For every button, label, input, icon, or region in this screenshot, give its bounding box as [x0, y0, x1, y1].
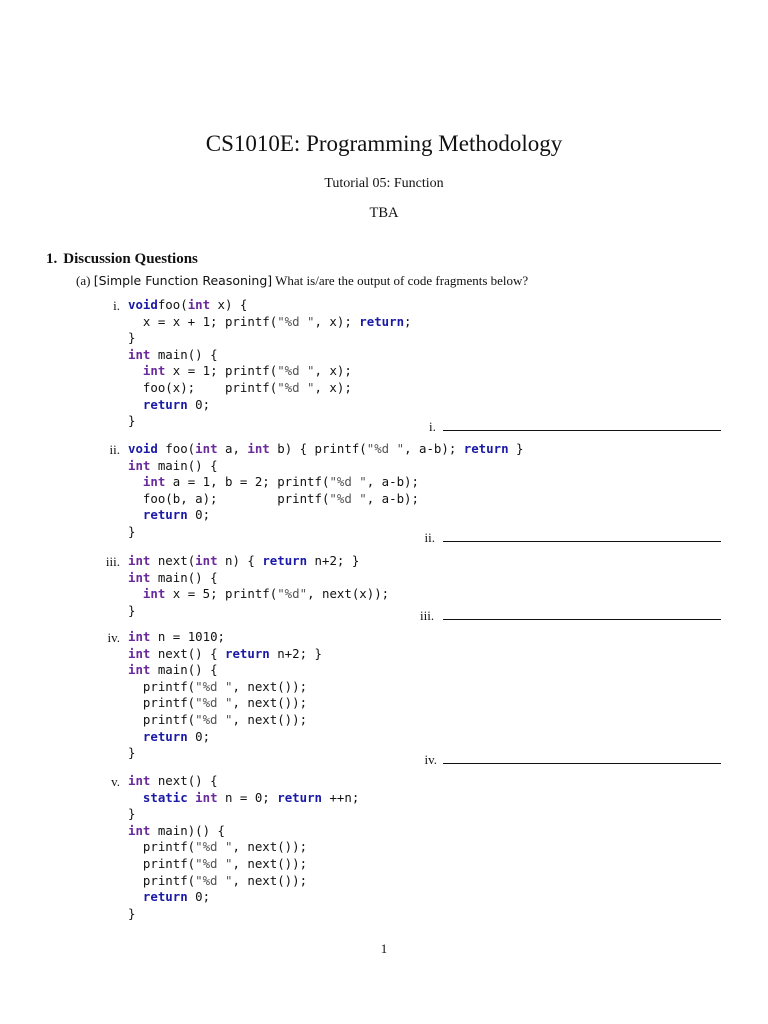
- code-block: [128, 441, 523, 541]
- document-subtitle: Tutorial 05: Function: [324, 176, 444, 191]
- code-text: , a-b);: [404, 441, 464, 456]
- code-line: [128, 330, 412, 347]
- code-line: [128, 873, 359, 890]
- code-text: ++n;: [322, 789, 360, 805]
- code-type: int: [195, 441, 218, 456]
- code-text: main() {: [150, 457, 218, 473]
- code-text: x = x + 1; printf(: [128, 313, 278, 329]
- code-line: [128, 712, 322, 729]
- code-block: [128, 773, 359, 922]
- code-text: foo(x); printf(: [128, 379, 278, 395]
- answer-label: ii.: [424, 530, 435, 545]
- code-text: [128, 889, 143, 904]
- subsection-heading: [76, 273, 528, 289]
- code-keyword: return: [262, 553, 308, 568]
- code-keyword: void: [128, 297, 158, 312]
- code-text: next() {: [150, 773, 218, 788]
- section-title: Discussion Questions: [63, 251, 198, 267]
- code-line: [128, 662, 322, 679]
- code-string: "%d ": [329, 490, 367, 506]
- code-type: int: [128, 629, 151, 644]
- question-label: ii.: [109, 442, 120, 457]
- question-label: v.: [111, 774, 120, 789]
- code-line: [128, 823, 359, 840]
- code-string: "%d": [277, 586, 308, 602]
- code-keyword: return: [142, 396, 188, 412]
- code-type: int: [128, 346, 151, 362]
- code-string: "%d ": [195, 711, 233, 727]
- code-text: n = 1010;: [150, 629, 225, 644]
- code-line: [128, 679, 322, 696]
- code-text: b) { printf(: [269, 441, 367, 456]
- code-keyword: return: [142, 728, 188, 744]
- subsection-topic: [Simple Function Reasoning]: [93, 273, 273, 288]
- code-line: [128, 397, 412, 414]
- code-keyword: return: [142, 507, 188, 523]
- code-text: [128, 790, 143, 805]
- answer-label: iii.: [420, 608, 435, 623]
- code-line: [128, 553, 389, 570]
- code-text: , next());: [232, 695, 308, 711]
- code-text: , x);: [314, 313, 360, 329]
- code-text: n = 0;: [217, 789, 278, 805]
- code-text: main() {: [150, 569, 218, 585]
- code-text: x = 1; printf(: [165, 363, 278, 379]
- code-type: int: [195, 553, 218, 568]
- code-line: [128, 646, 322, 663]
- code-line: [128, 889, 359, 906]
- code-text: n+2; }: [269, 645, 322, 661]
- question-label: i.: [113, 298, 120, 313]
- code-block: [128, 629, 322, 762]
- code-text: , a-b);: [366, 490, 419, 506]
- code-line: [128, 839, 359, 856]
- answer-label: i.: [429, 419, 436, 434]
- code-keyword: return: [225, 645, 270, 661]
- code-string: "%d ": [277, 313, 315, 329]
- code-line: [128, 441, 523, 458]
- code-type: int: [128, 553, 151, 568]
- code-text: , next());: [232, 855, 308, 871]
- code-text: , a-b);: [366, 474, 419, 490]
- code-text: foo(: [157, 297, 188, 312]
- code-line: [128, 729, 322, 746]
- code-line: [128, 906, 359, 923]
- code-line: [128, 790, 359, 807]
- code-type: int: [247, 441, 270, 456]
- subsection-prompt: What is/are the output of code fragments below?: [275, 273, 529, 288]
- code-keyword: return: [142, 889, 188, 905]
- code-type: int: [142, 363, 166, 379]
- code-text: }: [128, 330, 136, 346]
- code-text: main() {: [150, 346, 218, 362]
- answer-blank-line[interactable]: [443, 619, 721, 620]
- code-string: "%d ": [277, 379, 315, 395]
- code-text: a,: [217, 441, 248, 456]
- code-keyword: static: [142, 789, 188, 805]
- code-text: }: [128, 905, 136, 921]
- code-text: printf(: [128, 839, 196, 855]
- code-string: "%d ": [195, 839, 233, 855]
- code-line: [128, 363, 412, 380]
- code-type: int: [128, 662, 151, 678]
- code-line: [128, 347, 412, 364]
- code-line: [128, 695, 322, 712]
- code-line: [128, 458, 523, 475]
- code-line: [128, 413, 412, 430]
- code-text: }: [128, 413, 136, 429]
- code-type: int: [128, 773, 151, 788]
- subsection-label: (a): [76, 273, 91, 288]
- code-text: foo(: [157, 441, 196, 456]
- code-text: 0;: [187, 507, 211, 523]
- code-type: int: [128, 569, 151, 585]
- code-keyword: void: [128, 441, 158, 456]
- code-line: [128, 629, 322, 646]
- code-string: "%d ": [195, 695, 233, 711]
- page-number: 1: [380, 941, 388, 956]
- code-text: foo(b, a); printf(: [128, 490, 330, 506]
- code-string: "%d ": [195, 855, 233, 871]
- code-keyword: return: [463, 441, 509, 456]
- code-text: , x);: [314, 379, 352, 395]
- code-string: "%d ": [366, 441, 405, 456]
- code-text: , next());: [232, 678, 308, 694]
- answer-blank-line[interactable]: [443, 541, 721, 542]
- code-line: [128, 603, 389, 620]
- code-string: "%d ": [277, 363, 315, 379]
- code-line: [128, 297, 412, 314]
- code-text: printf(: [128, 855, 196, 871]
- code-line: [128, 806, 359, 823]
- code-line: [128, 856, 359, 873]
- code-text: }: [128, 602, 136, 618]
- code-string: "%d ": [329, 474, 367, 490]
- code-block: [128, 297, 412, 430]
- code-line: [128, 474, 523, 491]
- document-title: CS1010E: Programming Methodology: [205, 131, 563, 156]
- code-text: [128, 507, 143, 522]
- code-text: printf(: [128, 695, 196, 711]
- answer-label: iv.: [424, 752, 438, 767]
- code-line: [128, 745, 322, 762]
- code-keyword: return: [359, 313, 405, 329]
- code-type: int: [128, 645, 151, 661]
- code-text: next(: [150, 553, 196, 568]
- code-text: 0;: [187, 396, 211, 412]
- code-line: [128, 773, 359, 790]
- code-text: , x);: [314, 363, 352, 379]
- code-text: }: [508, 441, 524, 456]
- code-text: ;: [404, 313, 412, 329]
- code-text: x = 5; printf(: [165, 586, 278, 602]
- answer-blank-line[interactable]: [443, 763, 721, 764]
- code-type: int: [187, 297, 211, 312]
- answer-blank-line[interactable]: [443, 430, 721, 431]
- code-type: int: [128, 457, 151, 473]
- section-heading: [46, 251, 198, 268]
- code-text: n) {: [217, 553, 263, 568]
- code-string: "%d ": [195, 678, 233, 694]
- code-text: 0;: [187, 728, 211, 744]
- code-line: [128, 314, 412, 331]
- section-number: 1.: [46, 251, 58, 267]
- code-type: int: [142, 474, 166, 490]
- code-type: int: [128, 822, 151, 838]
- code-text: 0;: [187, 889, 211, 905]
- code-text: , next(x));: [307, 586, 390, 602]
- code-text: next() {: [150, 645, 225, 661]
- code-line: [128, 507, 523, 524]
- code-line: [128, 380, 412, 397]
- code-text: printf(: [128, 872, 196, 888]
- code-line: [128, 524, 523, 541]
- code-text: [128, 397, 143, 412]
- code-block: [128, 553, 389, 619]
- code-text: , next());: [232, 711, 308, 727]
- code-string: "%d ": [195, 872, 233, 888]
- question-label: iii.: [105, 554, 120, 569]
- code-text: [128, 363, 143, 378]
- code-text: [128, 474, 143, 489]
- code-line: [128, 570, 389, 587]
- code-text: a = 1, b = 2; printf(: [165, 474, 330, 490]
- code-type: int: [142, 586, 166, 602]
- code-text: [128, 729, 143, 744]
- code-text: printf(: [128, 678, 196, 694]
- code-line: [128, 586, 389, 603]
- code-type: int: [195, 789, 218, 805]
- code-text: }: [128, 523, 136, 539]
- code-text: , next());: [232, 839, 308, 855]
- document-date: TBA: [369, 205, 399, 221]
- code-text: printf(: [128, 711, 196, 727]
- code-text: main() {: [150, 662, 218, 678]
- code-text: [128, 586, 143, 601]
- code-text: x) {: [210, 297, 248, 312]
- code-line: [128, 491, 523, 508]
- code-text: main)() {: [150, 822, 225, 838]
- question-label: iv.: [107, 630, 120, 645]
- code-text: , next());: [232, 872, 308, 888]
- code-keyword: return: [277, 789, 322, 805]
- code-text: n+2; }: [307, 553, 360, 568]
- code-text: }: [128, 806, 136, 822]
- code-text: }: [128, 745, 136, 761]
